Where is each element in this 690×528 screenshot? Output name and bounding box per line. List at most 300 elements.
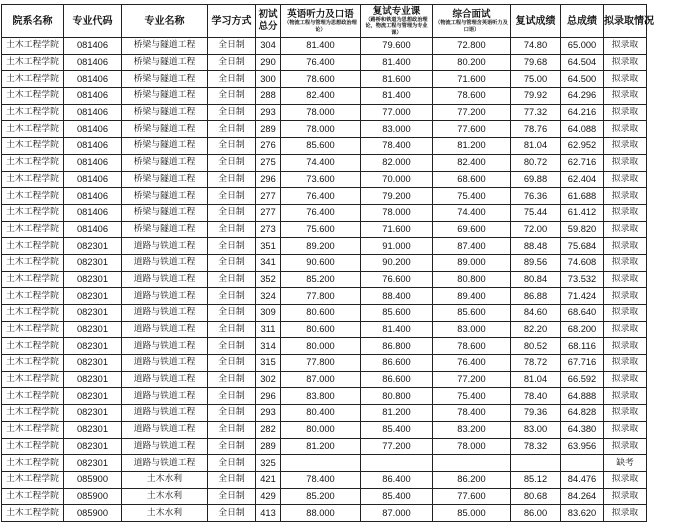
cell-retest-score: 81.04 (511, 138, 561, 155)
cell-study-mode: 全日制 (208, 38, 256, 55)
cell-major-name: 道路与铁道工程 (122, 254, 208, 271)
cell-interview: 77.200 (433, 104, 511, 121)
cell-initial-total: 282 (256, 421, 281, 438)
cell-professional: 88.400 (361, 288, 433, 305)
cell-major-code: 082301 (64, 288, 122, 305)
cell-study-mode: 全日制 (208, 254, 256, 271)
cell-total-score: 64.380 (561, 421, 604, 438)
cell-total-score (561, 455, 604, 472)
col-header-major-code: 专业代码 (64, 5, 122, 38)
table-row (2, 204, 647, 221)
cell-total-score: 63.956 (561, 438, 604, 455)
cell-interview: 83.200 (433, 421, 511, 438)
col-header-major-name: 专业名称 (122, 5, 208, 38)
cell-initial-total: 304 (256, 38, 281, 55)
cell-major-name: 桥梁与隧道工程 (122, 54, 208, 71)
cell-major-name: 桥梁与隧道工程 (122, 221, 208, 238)
table-row (2, 321, 647, 338)
table-row (2, 455, 647, 472)
cell-major-name: 道路与铁道工程 (122, 405, 208, 422)
cell-retest-score: 69.88 (511, 171, 561, 188)
cell-interview: 89.000 (433, 254, 511, 271)
cell-study-mode: 全日制 (208, 154, 256, 171)
cell-major-name: 桥梁与隧道工程 (122, 121, 208, 138)
cell-english: 80.600 (281, 321, 361, 338)
table-row (2, 221, 647, 238)
cell-college: 土木工程学院 (2, 505, 64, 522)
cell-college: 土木工程学院 (2, 488, 64, 505)
cell-interview: 78.600 (433, 88, 511, 105)
cell-professional: 76.600 (361, 271, 433, 288)
cell-college: 土木工程学院 (2, 188, 64, 205)
cell-interview: 69.600 (433, 221, 511, 238)
cell-professional: 81.400 (361, 54, 433, 71)
cell-retest-score: 88.48 (511, 238, 561, 255)
table-row (2, 71, 647, 88)
cell-interview: 68.600 (433, 171, 511, 188)
cell-professional: 86.600 (361, 355, 433, 372)
cell-professional: 71.600 (361, 221, 433, 238)
cell-initial-total: 275 (256, 154, 281, 171)
cell-study-mode: 全日制 (208, 238, 256, 255)
cell-major-code: 081406 (64, 221, 122, 238)
table-row (2, 305, 647, 322)
cell-major-code: 081406 (64, 121, 122, 138)
cell-college: 土木工程学院 (2, 171, 64, 188)
cell-retest-score (511, 455, 561, 472)
cell-initial-total: 429 (256, 488, 281, 505)
cell-major-code: 081406 (64, 88, 122, 105)
cell-interview: 75.400 (433, 188, 511, 205)
cell-major-name: 桥梁与隧道工程 (122, 171, 208, 188)
cell-major-name: 道路与铁道工程 (122, 455, 208, 472)
cell-admission-status: 拟录取 (604, 121, 647, 138)
cell-college: 土木工程学院 (2, 138, 64, 155)
cell-college: 土木工程学院 (2, 88, 64, 105)
table-row (2, 104, 647, 121)
cell-initial-total: 325 (256, 455, 281, 472)
cell-interview: 82.400 (433, 154, 511, 171)
cell-english: 76.400 (281, 54, 361, 71)
cell-english: 82.400 (281, 88, 361, 105)
cell-initial-total: 324 (256, 288, 281, 305)
cell-initial-total: 311 (256, 321, 281, 338)
cell-interview: 78.000 (433, 438, 511, 455)
col-header-interview-title: 综合面试 (452, 9, 491, 20)
cell-college: 土木工程学院 (2, 371, 64, 388)
cell-major-name: 道路与铁道工程 (122, 321, 208, 338)
col-header-professional-title: 复试专业课 (372, 5, 421, 17)
cell-initial-total: 352 (256, 271, 281, 288)
cell-admission-status: 拟录取 (604, 355, 647, 372)
cell-english: 75.600 (281, 221, 361, 238)
cell-college: 土木工程学院 (2, 471, 64, 488)
cell-major-name: 桥梁与隧道工程 (122, 204, 208, 221)
cell-admission-status: 拟录取 (604, 221, 647, 238)
cell-initial-total: 288 (256, 88, 281, 105)
cell-admission-status: 缺考 (604, 455, 647, 472)
cell-study-mode: 全日制 (208, 505, 256, 522)
cell-retest-score: 77.32 (511, 104, 561, 121)
col-header-professional (361, 5, 433, 38)
cell-admission-status: 拟录取 (604, 254, 647, 271)
cell-total-score: 84.264 (561, 488, 604, 505)
cell-professional: 81.400 (361, 88, 433, 105)
cell-major-name: 道路与铁道工程 (122, 271, 208, 288)
cell-initial-total: 351 (256, 238, 281, 255)
cell-professional: 80.800 (361, 388, 433, 405)
cell-admission-status: 拟录取 (604, 421, 647, 438)
cell-total-score: 64.500 (561, 71, 604, 88)
cell-college: 土木工程学院 (2, 154, 64, 171)
cell-study-mode: 全日制 (208, 271, 256, 288)
cell-initial-total: 293 (256, 104, 281, 121)
cell-english: 89.200 (281, 238, 361, 255)
table-row (2, 388, 647, 405)
col-header-retest-score: 复试成绩 (511, 5, 561, 38)
cell-major-name: 道路与铁道工程 (122, 238, 208, 255)
cell-total-score: 75.684 (561, 238, 604, 255)
cell-major-code: 082301 (64, 438, 122, 455)
cell-college: 土木工程学院 (2, 355, 64, 372)
cell-retest-score: 76.36 (511, 188, 561, 205)
cell-interview: 85.000 (433, 505, 511, 522)
cell-college: 土木工程学院 (2, 221, 64, 238)
cell-retest-score: 79.68 (511, 54, 561, 71)
table-row (2, 471, 647, 488)
cell-retest-score: 75.44 (511, 204, 561, 221)
cell-professional: 78.000 (361, 204, 433, 221)
cell-initial-total: 289 (256, 438, 281, 455)
cell-admission-status: 拟录取 (604, 104, 647, 121)
cell-retest-score: 85.12 (511, 471, 561, 488)
cell-english: 80.000 (281, 338, 361, 355)
cell-admission-status: 拟录取 (604, 38, 647, 55)
cell-college: 土木工程学院 (2, 104, 64, 121)
cell-interview: 77.600 (433, 488, 511, 505)
cell-study-mode: 全日制 (208, 104, 256, 121)
cell-total-score: 62.716 (561, 154, 604, 171)
cell-study-mode: 全日制 (208, 338, 256, 355)
cell-major-name: 桥梁与隧道工程 (122, 104, 208, 121)
cell-english: 83.800 (281, 388, 361, 405)
cell-total-score: 62.404 (561, 171, 604, 188)
cell-total-score: 73.532 (561, 271, 604, 288)
col-header-interview-note: （物流工程与管理含英语听力及口语） (435, 20, 508, 33)
cell-college: 土木工程学院 (2, 254, 64, 271)
cell-admission-status: 拟录取 (604, 154, 647, 171)
cell-english: 85.200 (281, 488, 361, 505)
cell-study-mode: 全日制 (208, 471, 256, 488)
cell-college: 土木工程学院 (2, 388, 64, 405)
cell-major-code: 082301 (64, 421, 122, 438)
cell-college: 土木工程学院 (2, 305, 64, 322)
cell-major-code: 082301 (64, 271, 122, 288)
cell-total-score: 61.688 (561, 188, 604, 205)
cell-initial-total: 296 (256, 171, 281, 188)
cell-college: 土木工程学院 (2, 321, 64, 338)
cell-study-mode: 全日制 (208, 371, 256, 388)
col-header-english (281, 5, 361, 38)
cell-retest-score: 78.76 (511, 121, 561, 138)
cell-major-code: 085900 (64, 488, 122, 505)
cell-study-mode: 全日制 (208, 138, 256, 155)
cell-initial-total: 302 (256, 371, 281, 388)
cell-major-name: 桥梁与隧道工程 (122, 88, 208, 105)
cell-interview: 74.400 (433, 204, 511, 221)
cell-total-score: 61.412 (561, 204, 604, 221)
table-row (2, 238, 647, 255)
cell-admission-status: 拟录取 (604, 305, 647, 322)
cell-professional: 86.400 (361, 471, 433, 488)
cell-total-score: 68.116 (561, 338, 604, 355)
col-header-study-mode: 学习方式 (208, 5, 256, 38)
cell-retest-score: 86.00 (511, 505, 561, 522)
cell-professional: 82.000 (361, 154, 433, 171)
cell-initial-total: 315 (256, 355, 281, 372)
cell-interview: 86.200 (433, 471, 511, 488)
cell-major-name: 土木水利 (122, 488, 208, 505)
cell-initial-total: 421 (256, 471, 281, 488)
cell-interview: 89.400 (433, 288, 511, 305)
cell-major-code: 082301 (64, 254, 122, 271)
cell-interview: 77.200 (433, 371, 511, 388)
cell-initial-total: 277 (256, 188, 281, 205)
cell-major-name: 道路与铁道工程 (122, 388, 208, 405)
table-row (2, 188, 647, 205)
cell-initial-total: 277 (256, 204, 281, 221)
col-header-total-score: 总成绩 (561, 5, 604, 38)
cell-initial-total: 413 (256, 505, 281, 522)
cell-english: 81.400 (281, 38, 361, 55)
cell-college: 土木工程学院 (2, 204, 64, 221)
cell-college: 土木工程学院 (2, 121, 64, 138)
cell-college: 土木工程学院 (2, 405, 64, 422)
col-header-college: 院系名称 (2, 5, 64, 38)
cell-professional: 79.200 (361, 188, 433, 205)
table-header (2, 5, 654, 38)
cell-major-code: 081406 (64, 138, 122, 155)
table-row (2, 171, 647, 188)
cell-college: 土木工程学院 (2, 455, 64, 472)
cell-retest-score: 79.92 (511, 88, 561, 105)
col-header-initial-total (256, 5, 281, 38)
cell-college: 土木工程学院 (2, 238, 64, 255)
cell-study-mode: 全日制 (208, 388, 256, 405)
col-header-interview (433, 5, 511, 38)
cell-english: 87.000 (281, 371, 361, 388)
cell-english: 74.400 (281, 154, 361, 171)
table-row (2, 254, 647, 271)
cell-major-name: 桥梁与隧道工程 (122, 154, 208, 171)
cell-admission-status: 拟录取 (604, 171, 647, 188)
cell-major-code: 081406 (64, 38, 122, 55)
cell-major-name: 道路与铁道工程 (122, 371, 208, 388)
cell-english: 85.200 (281, 271, 361, 288)
cell-english: 88.000 (281, 505, 361, 522)
cell-english: 90.600 (281, 254, 361, 271)
cell-study-mode: 全日制 (208, 204, 256, 221)
cell-english: 81.200 (281, 438, 361, 455)
cell-major-code: 085900 (64, 505, 122, 522)
col-header-english-title: 英语听力及口语 (287, 9, 354, 20)
cell-interview: 87.400 (433, 238, 511, 255)
cell-professional: 86.800 (361, 338, 433, 355)
cell-total-score: 64.504 (561, 54, 604, 71)
cell-major-code: 082301 (64, 321, 122, 338)
table-row (2, 121, 647, 138)
cell-interview: 81.200 (433, 138, 511, 155)
cell-initial-total: 290 (256, 54, 281, 71)
cell-initial-total: 293 (256, 405, 281, 422)
cell-retest-score: 84.60 (511, 305, 561, 322)
cell-major-code: 081406 (64, 104, 122, 121)
cell-study-mode: 全日制 (208, 305, 256, 322)
cell-english: 80.400 (281, 405, 361, 422)
cell-interview: 80.200 (433, 54, 511, 71)
cell-major-name: 桥梁与隧道工程 (122, 38, 208, 55)
table-row (2, 371, 647, 388)
table-row (2, 421, 647, 438)
table-row (2, 271, 647, 288)
table-row (2, 38, 647, 55)
cell-professional (361, 455, 433, 472)
cell-retest-score: 75.00 (511, 71, 561, 88)
cell-major-name: 桥梁与隧道工程 (122, 138, 208, 155)
cell-college: 土木工程学院 (2, 288, 64, 305)
cell-professional: 78.400 (361, 138, 433, 155)
table-row (2, 488, 647, 505)
cell-retest-score: 89.56 (511, 254, 561, 271)
cell-english: 78.600 (281, 71, 361, 88)
cell-interview: 77.600 (433, 121, 511, 138)
cell-professional: 90.200 (361, 254, 433, 271)
cell-admission-status: 拟录取 (604, 471, 647, 488)
table-row (2, 138, 647, 155)
cell-major-name: 桥梁与隧道工程 (122, 71, 208, 88)
cell-retest-score: 80.72 (511, 154, 561, 171)
cell-total-score: 83.620 (561, 505, 604, 522)
cell-professional: 87.000 (361, 505, 433, 522)
cell-english: 77.800 (281, 288, 361, 305)
cell-major-code: 082301 (64, 355, 122, 372)
cell-professional: 83.000 (361, 121, 433, 138)
cell-initial-total: 314 (256, 338, 281, 355)
cell-study-mode: 全日制 (208, 421, 256, 438)
cell-admission-status: 拟录取 (604, 338, 647, 355)
cell-major-code: 082301 (64, 388, 122, 405)
cell-admission-status: 拟录取 (604, 238, 647, 255)
table-row (2, 405, 647, 422)
cell-major-name: 道路与铁道工程 (122, 355, 208, 372)
cell-major-code: 082301 (64, 405, 122, 422)
cell-college: 土木工程学院 (2, 54, 64, 71)
cell-interview: 80.800 (433, 271, 511, 288)
cell-professional: 81.600 (361, 71, 433, 88)
cell-major-code: 081406 (64, 171, 122, 188)
cell-english: 76.400 (281, 188, 361, 205)
cell-retest-score: 74.80 (511, 38, 561, 55)
cell-study-mode: 全日制 (208, 405, 256, 422)
cell-study-mode: 全日制 (208, 121, 256, 138)
table-row (2, 338, 647, 355)
cell-total-score: 64.888 (561, 388, 604, 405)
cell-professional: 85.600 (361, 305, 433, 322)
cell-interview: 75.400 (433, 388, 511, 405)
table-row (2, 54, 647, 71)
col-header-professional-note: （路桥和铁道为思想政治理论，物流工程与管理为专业课） (365, 16, 428, 36)
cell-college: 土木工程学院 (2, 271, 64, 288)
cell-major-name: 道路与铁道工程 (122, 305, 208, 322)
cell-interview: 78.600 (433, 338, 511, 355)
cell-interview: 76.400 (433, 355, 511, 372)
cell-total-score: 71.424 (561, 288, 604, 305)
col-header-initial-total-label: 初试总分 (258, 9, 278, 32)
cell-admission-status: 拟录取 (604, 288, 647, 305)
cell-major-name: 道路与铁道工程 (122, 338, 208, 355)
cell-study-mode: 全日制 (208, 171, 256, 188)
cell-study-mode: 全日制 (208, 438, 256, 455)
cell-college: 土木工程学院 (2, 421, 64, 438)
cell-english: 77.800 (281, 355, 361, 372)
cell-total-score: 74.608 (561, 254, 604, 271)
cell-major-name: 桥梁与隧道工程 (122, 188, 208, 205)
cell-total-score: 64.088 (561, 121, 604, 138)
cell-study-mode: 全日制 (208, 488, 256, 505)
cell-interview: 72.800 (433, 38, 511, 55)
table-row (2, 88, 647, 105)
cell-professional: 91.000 (361, 238, 433, 255)
cell-study-mode: 全日制 (208, 88, 256, 105)
cell-english: 78.400 (281, 471, 361, 488)
cell-study-mode: 全日制 (208, 188, 256, 205)
cell-initial-total: 289 (256, 121, 281, 138)
cell-total-score: 66.592 (561, 371, 604, 388)
cell-interview: 85.600 (433, 305, 511, 322)
col-header-english-note: （物流工程与管理为思想政治理论） (284, 20, 357, 33)
cell-english: 78.000 (281, 121, 361, 138)
cell-total-score: 68.640 (561, 305, 604, 322)
cell-admission-status: 拟录取 (604, 188, 647, 205)
cell-retest-score: 80.52 (511, 338, 561, 355)
cell-major-code: 081406 (64, 188, 122, 205)
cell-interview: 71.600 (433, 71, 511, 88)
admission-results-table (1, 4, 654, 522)
cell-admission-status: 拟录取 (604, 438, 647, 455)
table-row (2, 154, 647, 171)
cell-admission-status: 拟录取 (604, 271, 647, 288)
cell-professional: 85.400 (361, 421, 433, 438)
cell-admission-status: 拟录取 (604, 405, 647, 422)
cell-total-score: 59.820 (561, 221, 604, 238)
cell-admission-status: 拟录取 (604, 488, 647, 505)
cell-professional: 81.200 (361, 405, 433, 422)
cell-college: 土木工程学院 (2, 338, 64, 355)
cell-interview: 83.000 (433, 321, 511, 338)
cell-major-code: 082301 (64, 371, 122, 388)
cell-total-score: 67.716 (561, 355, 604, 372)
table-row (2, 355, 647, 372)
cell-retest-score: 80.68 (511, 488, 561, 505)
cell-admission-status: 拟录取 (604, 388, 647, 405)
cell-college: 土木工程学院 (2, 438, 64, 455)
cell-english: 80.000 (281, 421, 361, 438)
admission-results-document (1, 4, 654, 522)
cell-study-mode: 全日制 (208, 221, 256, 238)
cell-professional: 81.400 (361, 321, 433, 338)
cell-major-code: 082301 (64, 338, 122, 355)
cell-study-mode: 全日制 (208, 355, 256, 372)
